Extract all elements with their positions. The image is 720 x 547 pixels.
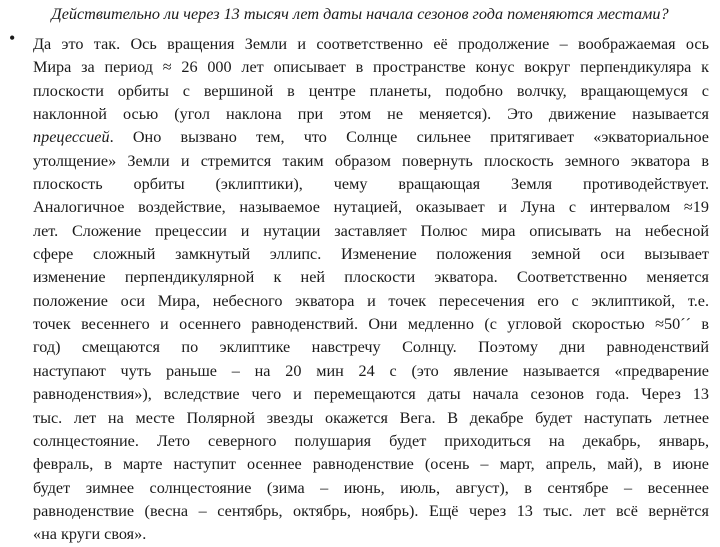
answer-line [33,33,709,56]
italic-term: прецессией [33,128,110,147]
question-heading: Действительно ли через 13 тысяч лет даты начала сезонов года поменяются местами? [51,5,669,23]
text-run: «на круги своя». [33,525,147,544]
answer-line [33,80,709,103]
text-run: равноденствия»), вследствие чего и перемещаются даты начала сезонов года. Через 13 [33,385,709,404]
answer-line [33,500,709,523]
answer-line [33,290,709,313]
text-run: сфере сложный замкнутый эллипс. Изменение положения земной оси вызывает [33,245,709,264]
answer-line [33,383,709,406]
text-run: изменение перпендикулярной к ней плоскости экватора. Соответственно меняется [33,268,709,287]
answer-line [33,313,709,336]
answer-line [33,220,709,243]
text-run: наклонной осью (угол наклона при этом не меняется). Это движение называется [33,105,709,124]
text-run: плоскость орбиты (эклиптики), чему вращающая Земля противодействует. [33,175,709,194]
text-run: Мира за период ≈ 26 000 лет описывает в пространстве конус вокруг перпендикуляра к [33,58,709,77]
text-run: . Оно вызвано тем, что Солнце сильнее притягивает «экваториальное [109,128,709,147]
text-run: точек весеннего и осеннего равноденствий. Они медленно (с угловой скоростью ≈50´´ в [33,315,709,334]
answer-line [33,196,709,219]
answer-line [33,150,709,173]
answer-line [33,173,709,196]
answer-line [33,430,709,453]
text-run: февраль, в марте наступит осеннее равноденствие (осень – март, апрель, май), в июне [33,455,709,474]
text-run: положение оси Мира, небесного экватора и точек пересечения его с эклиптикой, т.е. [33,291,709,310]
answer-line [33,523,709,546]
text-run: равноденствие (весна – сентябрь, октябрь, ноябрь). Ещё через 13 тыс. лет всё вернётся [33,501,709,520]
text-run: наступают чуть раньше – на 20 мин 24 с (это явление называется «предварение [33,361,709,380]
answer-line [33,360,709,383]
answer-line [33,266,709,289]
text-run: будет зимнее солнцестояние (зима – июнь, июль, август), в сентябре – весеннее [33,478,709,497]
answer-line [33,56,709,79]
answer-line [33,103,709,126]
text-run: тыс. лет на месте Полярной звезды окажется Вега. В декабре будет наступать летнее [33,408,709,427]
text-run: солнцестояние. Лето северного полушария будет приходиться на декабрь, январь, [33,431,709,450]
bullet-marker: • [9,28,16,48]
answer-line [33,243,709,266]
text-run: плоскости орбиты с вершиной в центре планеты, подобно волчку, вращающемуся с [33,81,709,100]
answer-line [33,336,709,359]
text-run: Аналогичное воздействие, называемое нутацией, оказывает и Луна с интервалом ≈19 [33,198,709,217]
answer-line [33,453,709,476]
text-run: год) смещаются по эклиптике навстречу Солнцу. Поэтому дни равноденствий [33,338,709,357]
answer-line [33,126,709,149]
text-run: Да это так. Ось вращения Земли и соответственно её продолжение – воображаемая ось [33,35,709,53]
answer-line [33,407,709,430]
text-run: утолщение» Земли и стремится таким образом повернуть плоскость земного экватора в [33,151,709,170]
text-run: лет. Сложение прецессии и нутации заставляет Полюс мира описывать на небесной [33,221,709,240]
answer-paragraph [33,33,709,547]
answer-line [33,477,709,500]
